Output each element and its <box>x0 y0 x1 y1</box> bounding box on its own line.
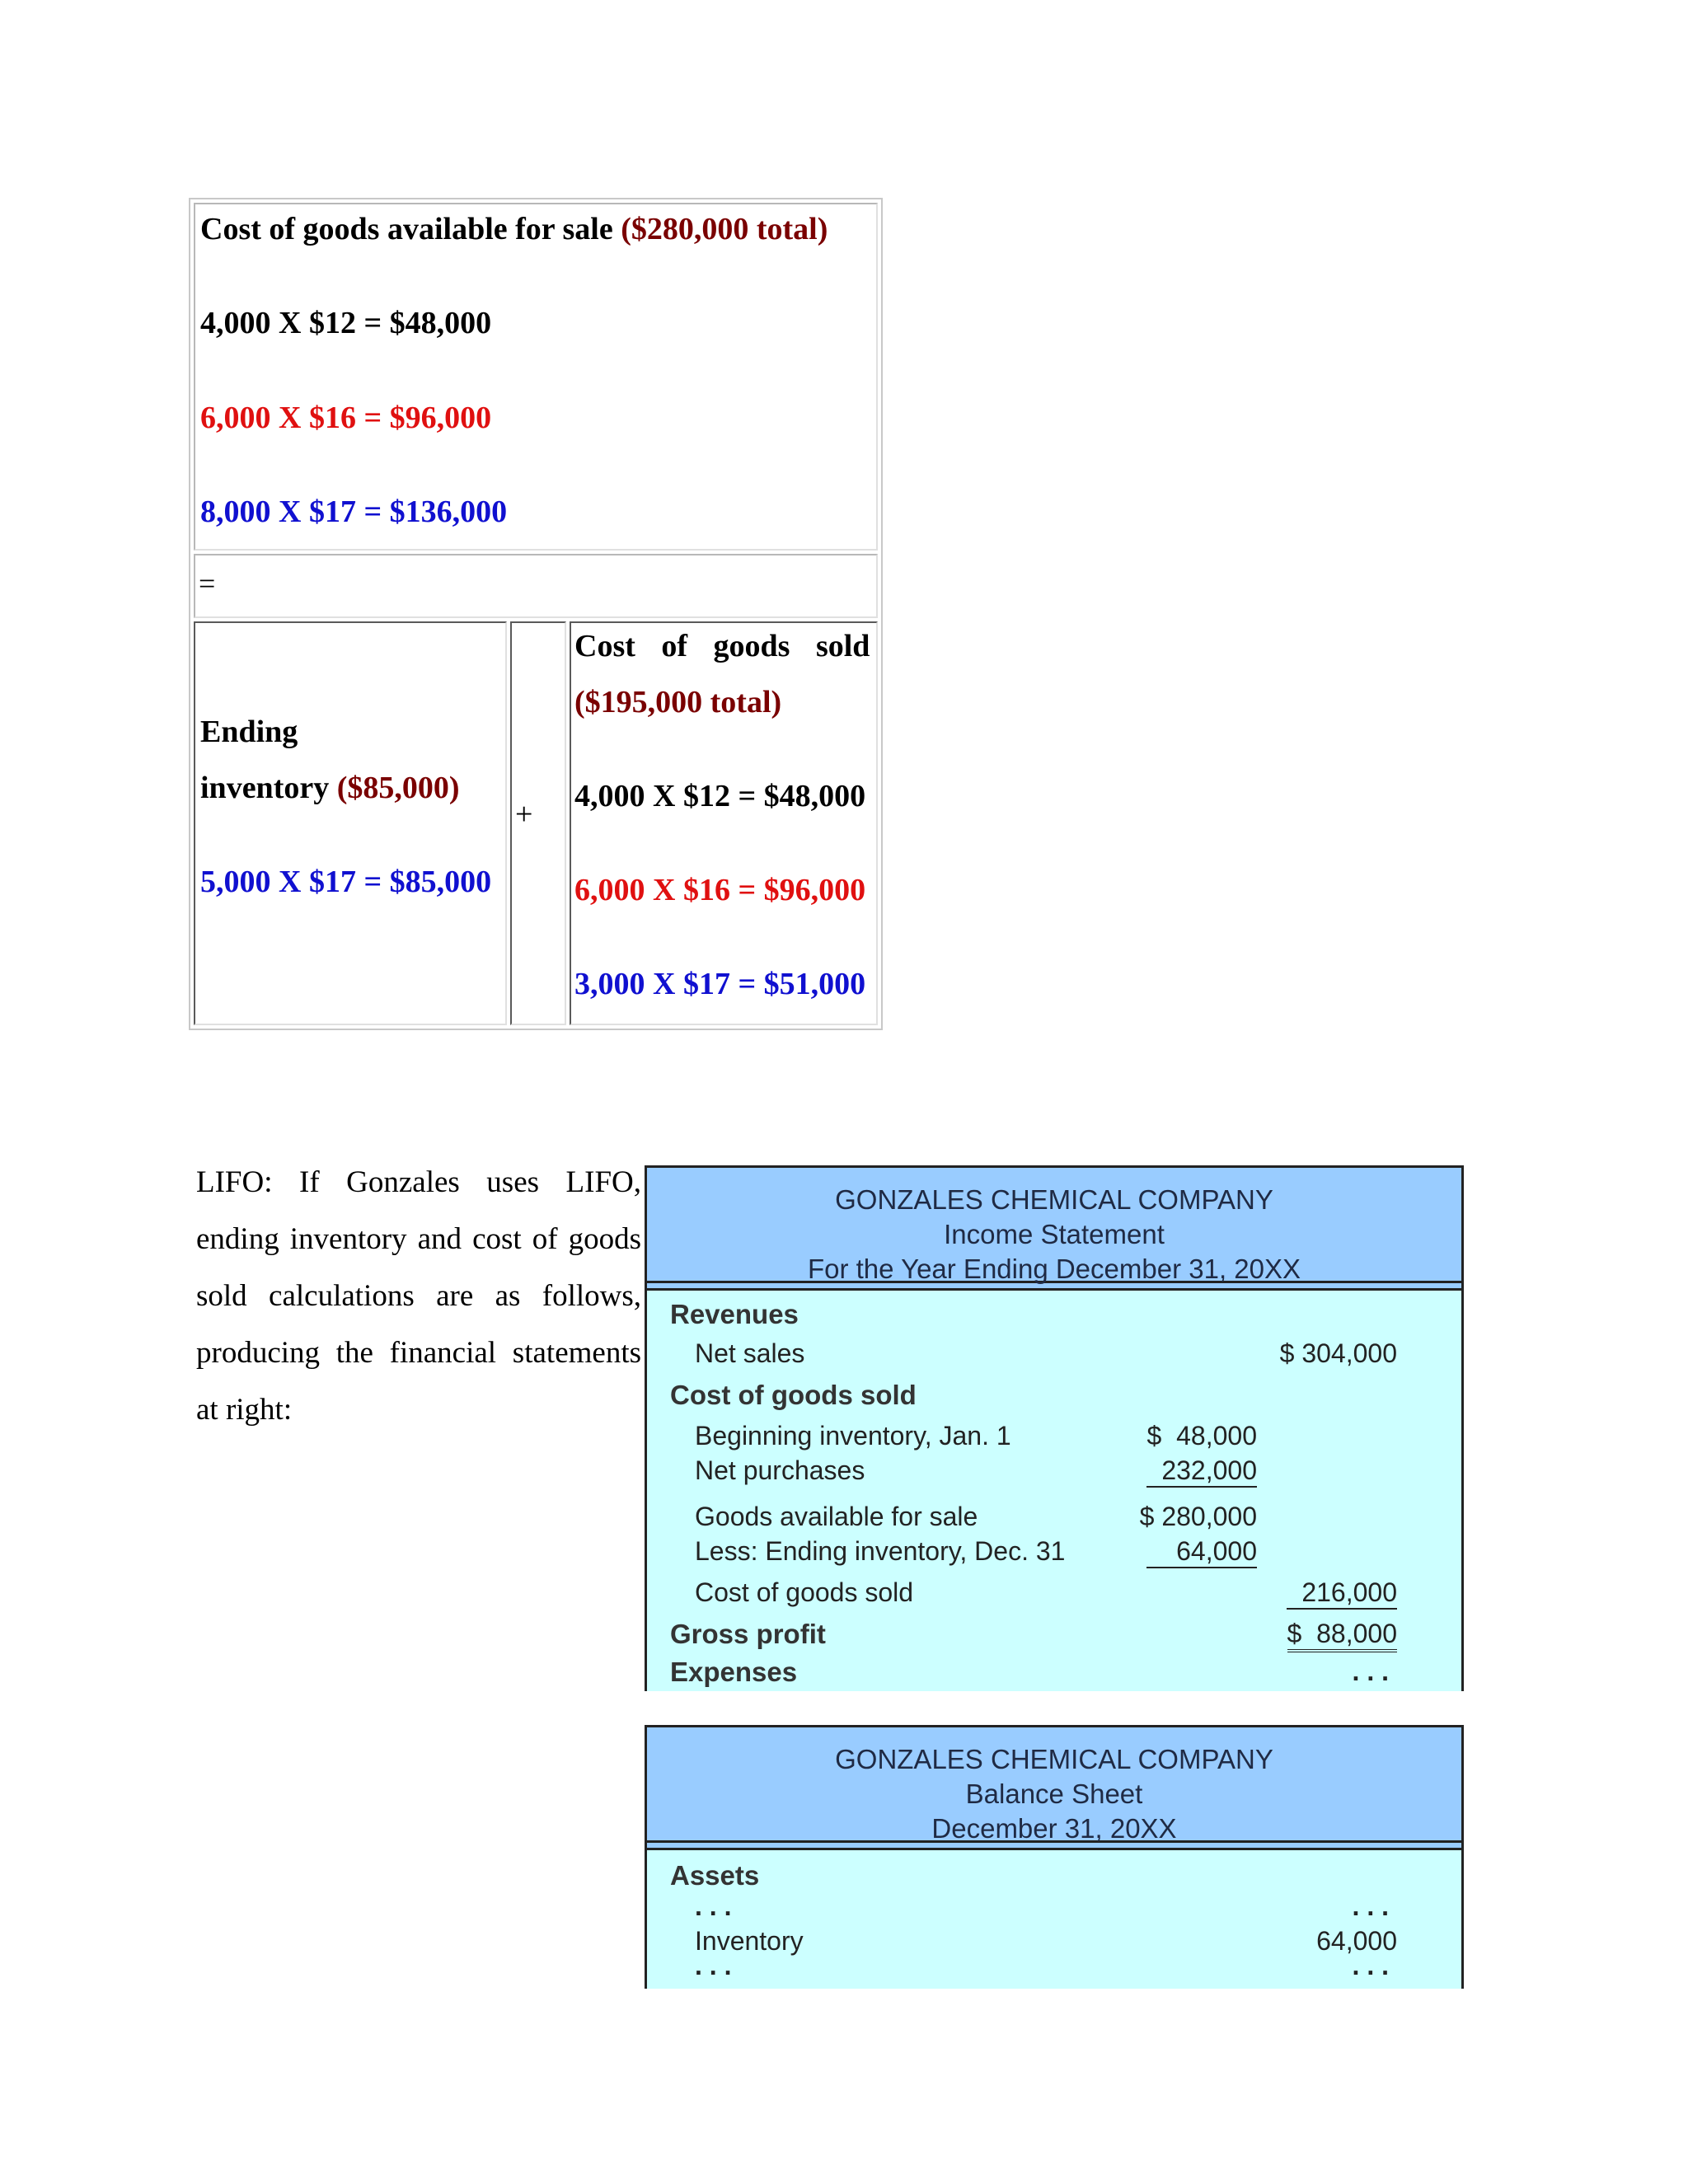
available-line-2: 6,000 X $16 = $96,000 <box>200 401 492 435</box>
equals-cell <box>194 554 878 618</box>
plus-cell <box>510 621 566 1025</box>
cogs-heading: Cost of goods sold <box>574 629 870 663</box>
goods-available-amount: $ 280,000 <box>1139 1502 1257 1531</box>
beginning-inventory-amount: $ 48,000 <box>1146 1421 1257 1451</box>
assets-heading: Assets <box>670 1860 760 1891</box>
beginning-inventory-label: Beginning inventory, Jan. 1 <box>695 1421 1011 1451</box>
net-sales-amount: $ 304,000 <box>1279 1338 1397 1368</box>
expenses-label: Expenses <box>670 1657 798 1687</box>
less-ending-inventory-label: Less: Ending inventory, Dec. 31 <box>695 1536 1066 1566</box>
available-line-3: 8,000 X $17 = $136,000 <box>200 494 508 529</box>
cogs-label: Cost of goods sold <box>695 1577 914 1607</box>
goods-available-cell <box>194 203 878 551</box>
cogs-cell <box>570 621 878 1025</box>
cogs-line-3: 3,000 X $17 = $51,000 <box>574 967 866 1001</box>
less-ending-inventory-amount: 64,000 <box>1146 1536 1257 1568</box>
balance-sheet <box>645 1725 1464 1989</box>
gross-profit-label: Gross profit <box>670 1619 826 1649</box>
plus-sign: + <box>515 797 533 832</box>
cogs-line-2: 6,000 X $16 = $96,000 <box>574 873 866 907</box>
net-sales-label: Net sales <box>695 1338 805 1368</box>
balance-title: Balance Sheet <box>965 1779 1143 1809</box>
cogs-heading-stmt: Cost of goods sold <box>670 1380 917 1410</box>
balance-sheet-header <box>645 1725 1464 1844</box>
cogs-total: ($195,000 total) <box>574 685 782 719</box>
balance-company: GONZALES CHEMICAL COMPANY <box>835 1744 1273 1774</box>
income-statement <box>645 1165 1464 1691</box>
equals-sign: = <box>199 567 216 600</box>
cogs-amount: 216,000 <box>1287 1577 1397 1610</box>
revenues-heading: Revenues <box>670 1299 799 1329</box>
lifo-paragraph: LIFO: If Gonzales uses LIFO, ending inventory and cost of goods sold calculations are as follows, producing the financial statements at right: <box>196 1165 641 1427</box>
income-statement-header <box>645 1165 1464 1284</box>
cogs-line-1: 4,000 X $12 = $48,000 <box>574 779 866 813</box>
assets-ellipsis-2: . . . <box>695 1951 732 1980</box>
inventory-amount: 64,000 <box>1316 1926 1397 1956</box>
available-line-1: 4,000 X $12 = $48,000 <box>200 306 492 340</box>
cost-flow-table <box>189 198 883 1030</box>
income-period: For the Year Ending December 31, 20XX <box>807 1254 1301 1284</box>
inventory-label: Inventory <box>695 1926 804 1956</box>
available-heading: Cost of goods available for sale ($280,000 total) <box>200 212 828 246</box>
gross-profit-amount: $ 88,000 <box>1287 1619 1397 1652</box>
net-purchases-amount: 232,000 <box>1146 1455 1257 1488</box>
income-statement-body <box>645 1291 1464 1691</box>
goods-available-label: Goods available for sale <box>695 1502 978 1531</box>
income-company: GONZALES CHEMICAL COMPANY <box>835 1184 1273 1215</box>
balance-sheet-body <box>645 1850 1464 1989</box>
assets-amount-ellipsis-2: . . . <box>1352 1951 1389 1980</box>
income-title: Income Statement <box>944 1219 1165 1249</box>
ending-inventory-cell <box>194 621 507 1025</box>
balance-date: December 31, 20XX <box>931 1813 1177 1844</box>
assets-amount-ellipsis-1: . . . <box>1352 1891 1389 1921</box>
assets-ellipsis-1: . . . <box>695 1891 732 1921</box>
expenses-ellipsis: . . . <box>1352 1657 1389 1686</box>
ending-heading-2: inventory ($85,000) <box>200 771 460 805</box>
net-purchases-label: Net purchases <box>695 1455 865 1485</box>
ending-line-1: 5,000 X $17 = $85,000 <box>200 865 492 899</box>
ending-heading-1: Ending <box>200 715 298 749</box>
